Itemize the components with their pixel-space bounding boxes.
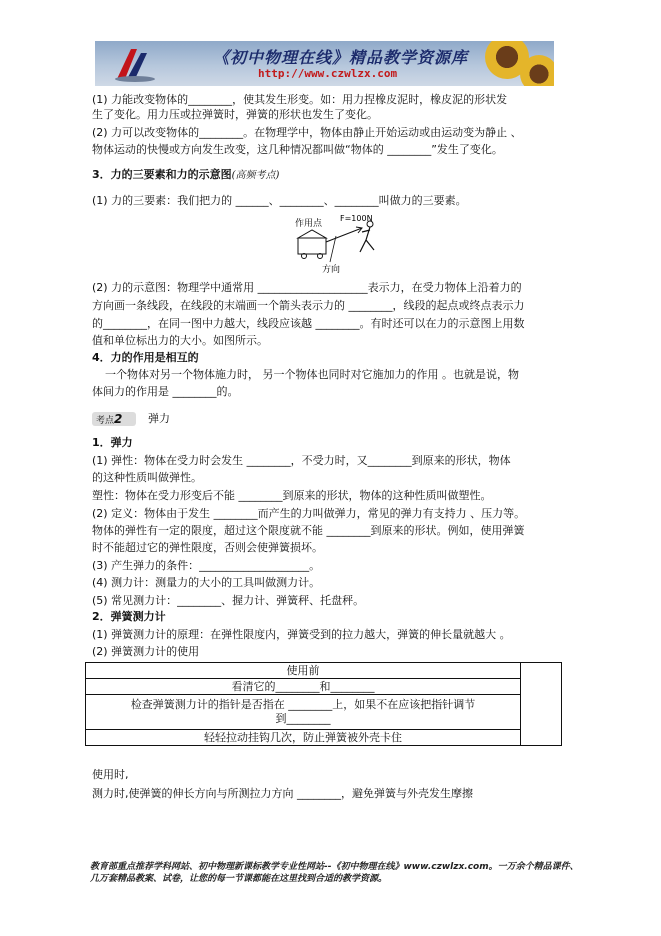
text-line: (2) 力的示意图：物理学中通常用 ____________________表示力，在受力物体上沿着力的 [92,281,522,294]
footer-line: 几万套精品教案、试卷，让您的每一节课都能在这里找到合适的教学资源。 [90,874,388,884]
table-cell-line: 到________ [275,712,331,725]
header-banner [95,41,554,86]
table-cell: 看清它的________和________ [86,679,521,695]
footer-line: 教育部重点推荐学科网站、初中物理新课标教学专业性网站--《初中物理在线》www.czwlzx.com。一万余个精品课件、 [90,862,579,872]
kaodian-title: 弹力 [148,412,170,425]
text-line: (1) 弹性：物体在受力时会发生 ________，不受力时，又________到原来的形状，物体 [92,454,511,467]
text-line: (3) 产生弹力的条件：____________________。 [92,559,321,572]
text-line: 值和单位标出力的大小。如图所示。 [92,334,268,347]
table-row [86,695,562,730]
section-heading: 4．力的作用是相互的 [92,351,199,364]
text-line: 的这种性质叫做弹性。 [92,471,202,484]
force-diagram-figure [292,212,386,274]
kaodian-badge [92,412,136,426]
figure-label-point: 作用点 [295,219,323,229]
text-line: 使用时, [92,768,129,781]
text-line: (4) 测力计：测量力的大小的工具叫做测力计。 [92,576,321,589]
site-logo [113,45,155,83]
text-line: (1) 力能改变物体的________，使其发生形变。如：用力捏橡皮泥时，橡皮泥的形状发 [92,93,508,106]
table-cell-empty [521,663,562,746]
section-heading: 1．弹力 [92,436,133,449]
text-line: 物体运动的快慢或方向发生改变，这几种情况都叫做“物体的 ________”发生了变化。 [92,143,503,156]
sunflower-decoration [520,55,554,86]
text-line: 生了变化。用力压或拉弹簧时，弹簧的形状也发生了变化。 [92,108,378,121]
text-line: 塑性：物体在受力形变后不能 ________到原来的形状，物体的这种性质叫做塑性。 [92,489,492,502]
text-line: (1) 弹簧测力计的原理：在弹性限度内，弹簧受到的拉力越大，弹簧的伸长量就越大 。 [92,628,511,641]
badge-number: 2 [114,412,123,426]
text-line: 测力时,使弹簧的伸长方向与所测拉力方向 ________，避免弹簧与外壳发生摩擦 [92,787,473,800]
page-footer [90,861,610,885]
banner-url[interactable]: http://www.czwlzx.com [258,67,398,80]
table-row [86,730,562,746]
frequency-note: (高频考点) [231,170,280,181]
text-line: (2) 力可以改变物体的________。在物理学中，物体由静止开始运动或由运动变为静止 、 [92,126,522,139]
text-line: 一个物体对另一个物体施力时， 另一个物体也同时对它施加力的作用 。也就是说，物 [105,368,519,381]
banner-title: 《初中物理在线》精品教学资源库 [213,48,469,67]
text-line: 物体的弹性有一定的限度，超过这个限度就不能 ________到原来的形状。例如，使用弹簧 [92,524,525,537]
heading-text: 3．力的三要素和力的示意图 [92,168,232,181]
usage-table [85,662,562,746]
text-line: 方向画一条线段，在线段的末端画一个箭头表示力的 ________，线段的起点或终点表示力 [92,299,525,312]
text-line: (5) 常见测力计：________、握力计、弹簧秤、托盘秤。 [92,594,365,607]
text-line: (2) 定义：物体由于发生 ________而产生的力叫做弹力，常见的弹力有支持力 、压力等。 [92,507,526,520]
text-line: 时不能超过它的弹性限度，否则会使弹簧损坏。 [92,541,323,554]
table-cell: 使用前 [86,663,521,679]
text-line: 体间力的作用是 ________的。 [92,385,239,398]
section-heading: 2．弹簧测力计 [92,610,166,623]
badge-label: 考点 [96,416,115,426]
table-cell: 轻轻拉动挂钩几次，防止弹簧被外壳卡住 [86,730,521,746]
text-line: 的________，在同一图中力越大，线段应该越 ________。有时还可以在力的示意图上用数 [92,317,525,330]
section-heading [92,168,279,183]
table-cell-line: 检查弹簧测力计的指针是否指在 ________上，如果不在应该把指针调节 [130,698,476,711]
text-line: (1) 力的三要素：我们把力的 ______、________、________叫做力的三要素。 [92,194,467,207]
table-cell [86,695,521,730]
table-row [86,663,562,679]
figure-label-direction: 方向 [322,265,341,274]
text-line: (2) 弹簧测力计的使用 [92,645,200,658]
figure-label-force: F=100N [340,214,373,223]
table-row [86,679,562,695]
